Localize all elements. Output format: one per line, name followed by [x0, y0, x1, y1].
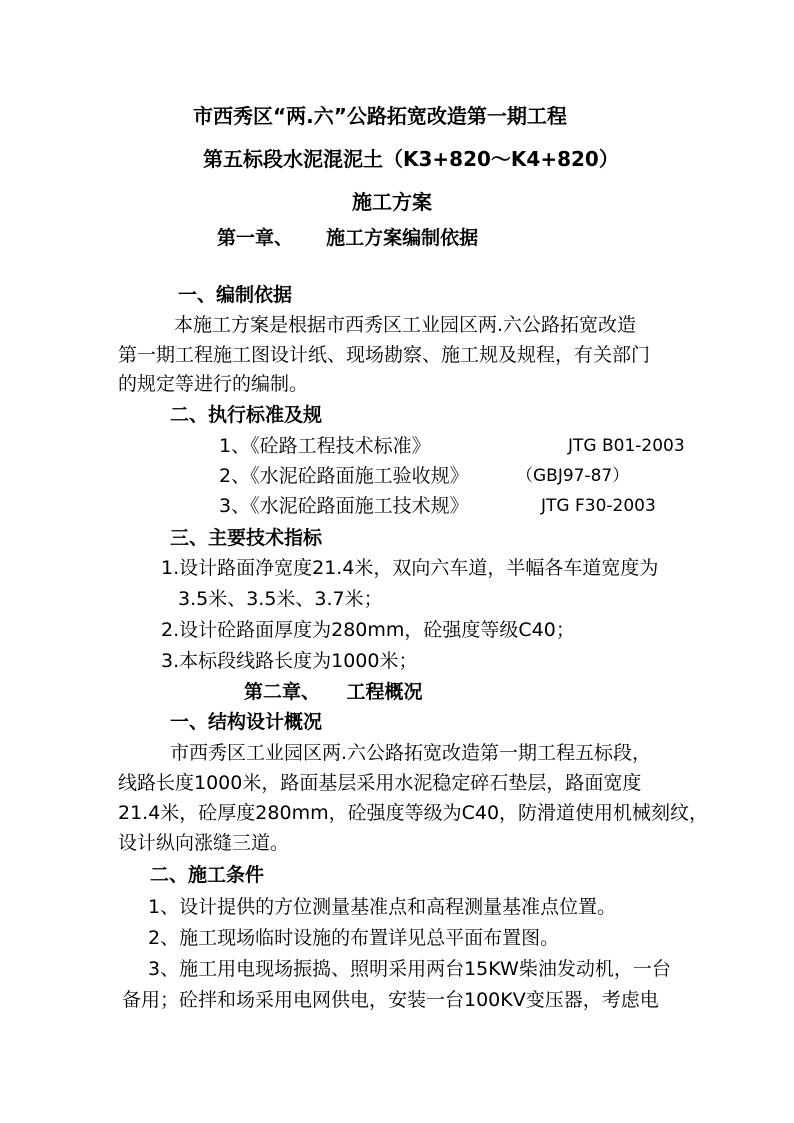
section-1-1-heading: 一、编制依据 [178, 284, 293, 306]
standard-name: 2、《水泥砼路面施工验收规》 [219, 465, 469, 487]
list-item: 2.设计砼路面厚度为280mm，砼强度等级C40； [161, 619, 575, 641]
chapter2-heading: 第二章、 工程概况 [244, 681, 423, 703]
doc-title-line1: 市西秀区“两.六”公路拓宽改造第一期工程 [193, 104, 567, 128]
paragraph-line: 21.4米，砼厚度280mm，砼强度等级为C40，防滑道使用机械刻纹， [118, 802, 709, 824]
list-item: 2、施工现场临时设施的布置详见总平面布置图。 [148, 927, 560, 949]
list-item: 3、施工用电现场振捣、照明采用两台15KW柴油发动机，一台 [148, 958, 671, 980]
section-1-3-heading: 三、主要技术指标 [170, 527, 323, 549]
doc-title-line2: 第五标段水泥混泥土（K3+820～K4+820） [203, 147, 619, 171]
standard-code: （GBJ97-87） [516, 466, 630, 486]
section-1-2-heading: 二、执行标准及规 [170, 404, 323, 426]
list-item-continuation: 3.5米、3.5米、3.7米； [178, 588, 383, 610]
list-item: 3.本标段线路长度为1000米； [161, 650, 418, 672]
section-2-2-heading: 二、施工条件 [150, 864, 265, 886]
paragraph-line: 的规定等进行的编制。 [118, 373, 309, 395]
list-item-continuation: 备用；砼拌和场采用电网供电，安装一台100KV变压器，考虑电 [122, 989, 659, 1011]
paragraph-line: 第一期工程施工图设计纸、现场勘察、施工规及规程，有关部门 [118, 344, 651, 366]
standard-code: JTG F30-2003 [541, 496, 656, 516]
list-item: 1.设计路面净宽度21.4米，双向六车道，半幅各车道宽度为 [161, 557, 659, 579]
section-2-1-heading: 一、结构设计概况 [170, 711, 323, 733]
doc-title-line3: 施工方案 [352, 190, 432, 214]
standard-code: JTG B01-2003 [568, 436, 685, 456]
standard-name: 3、《水泥砼路面施工技术规》 [219, 495, 469, 517]
standard-name: 1、《砼路工程技术标准》 [219, 435, 431, 457]
paragraph-line: 本施工方案是根据市西秀区工业园区两.六公路拓宽改造 [174, 314, 637, 336]
paragraph-line: 线路长度1000米，路面基层采用水泥稳定碎石垫层，路面宽度 [118, 772, 642, 794]
paragraph-line: 设计纵向涨缝三道。 [118, 832, 290, 854]
paragraph-line: 市西秀区工业园区两.六公路拓宽改造第一期工程五标段， [170, 742, 652, 764]
chapter1-heading: 第一章、 施工方案编制依据 [217, 227, 479, 249]
list-item: 1、设计提供的方位测量基准点和高程测量基准点位置。 [148, 896, 617, 918]
